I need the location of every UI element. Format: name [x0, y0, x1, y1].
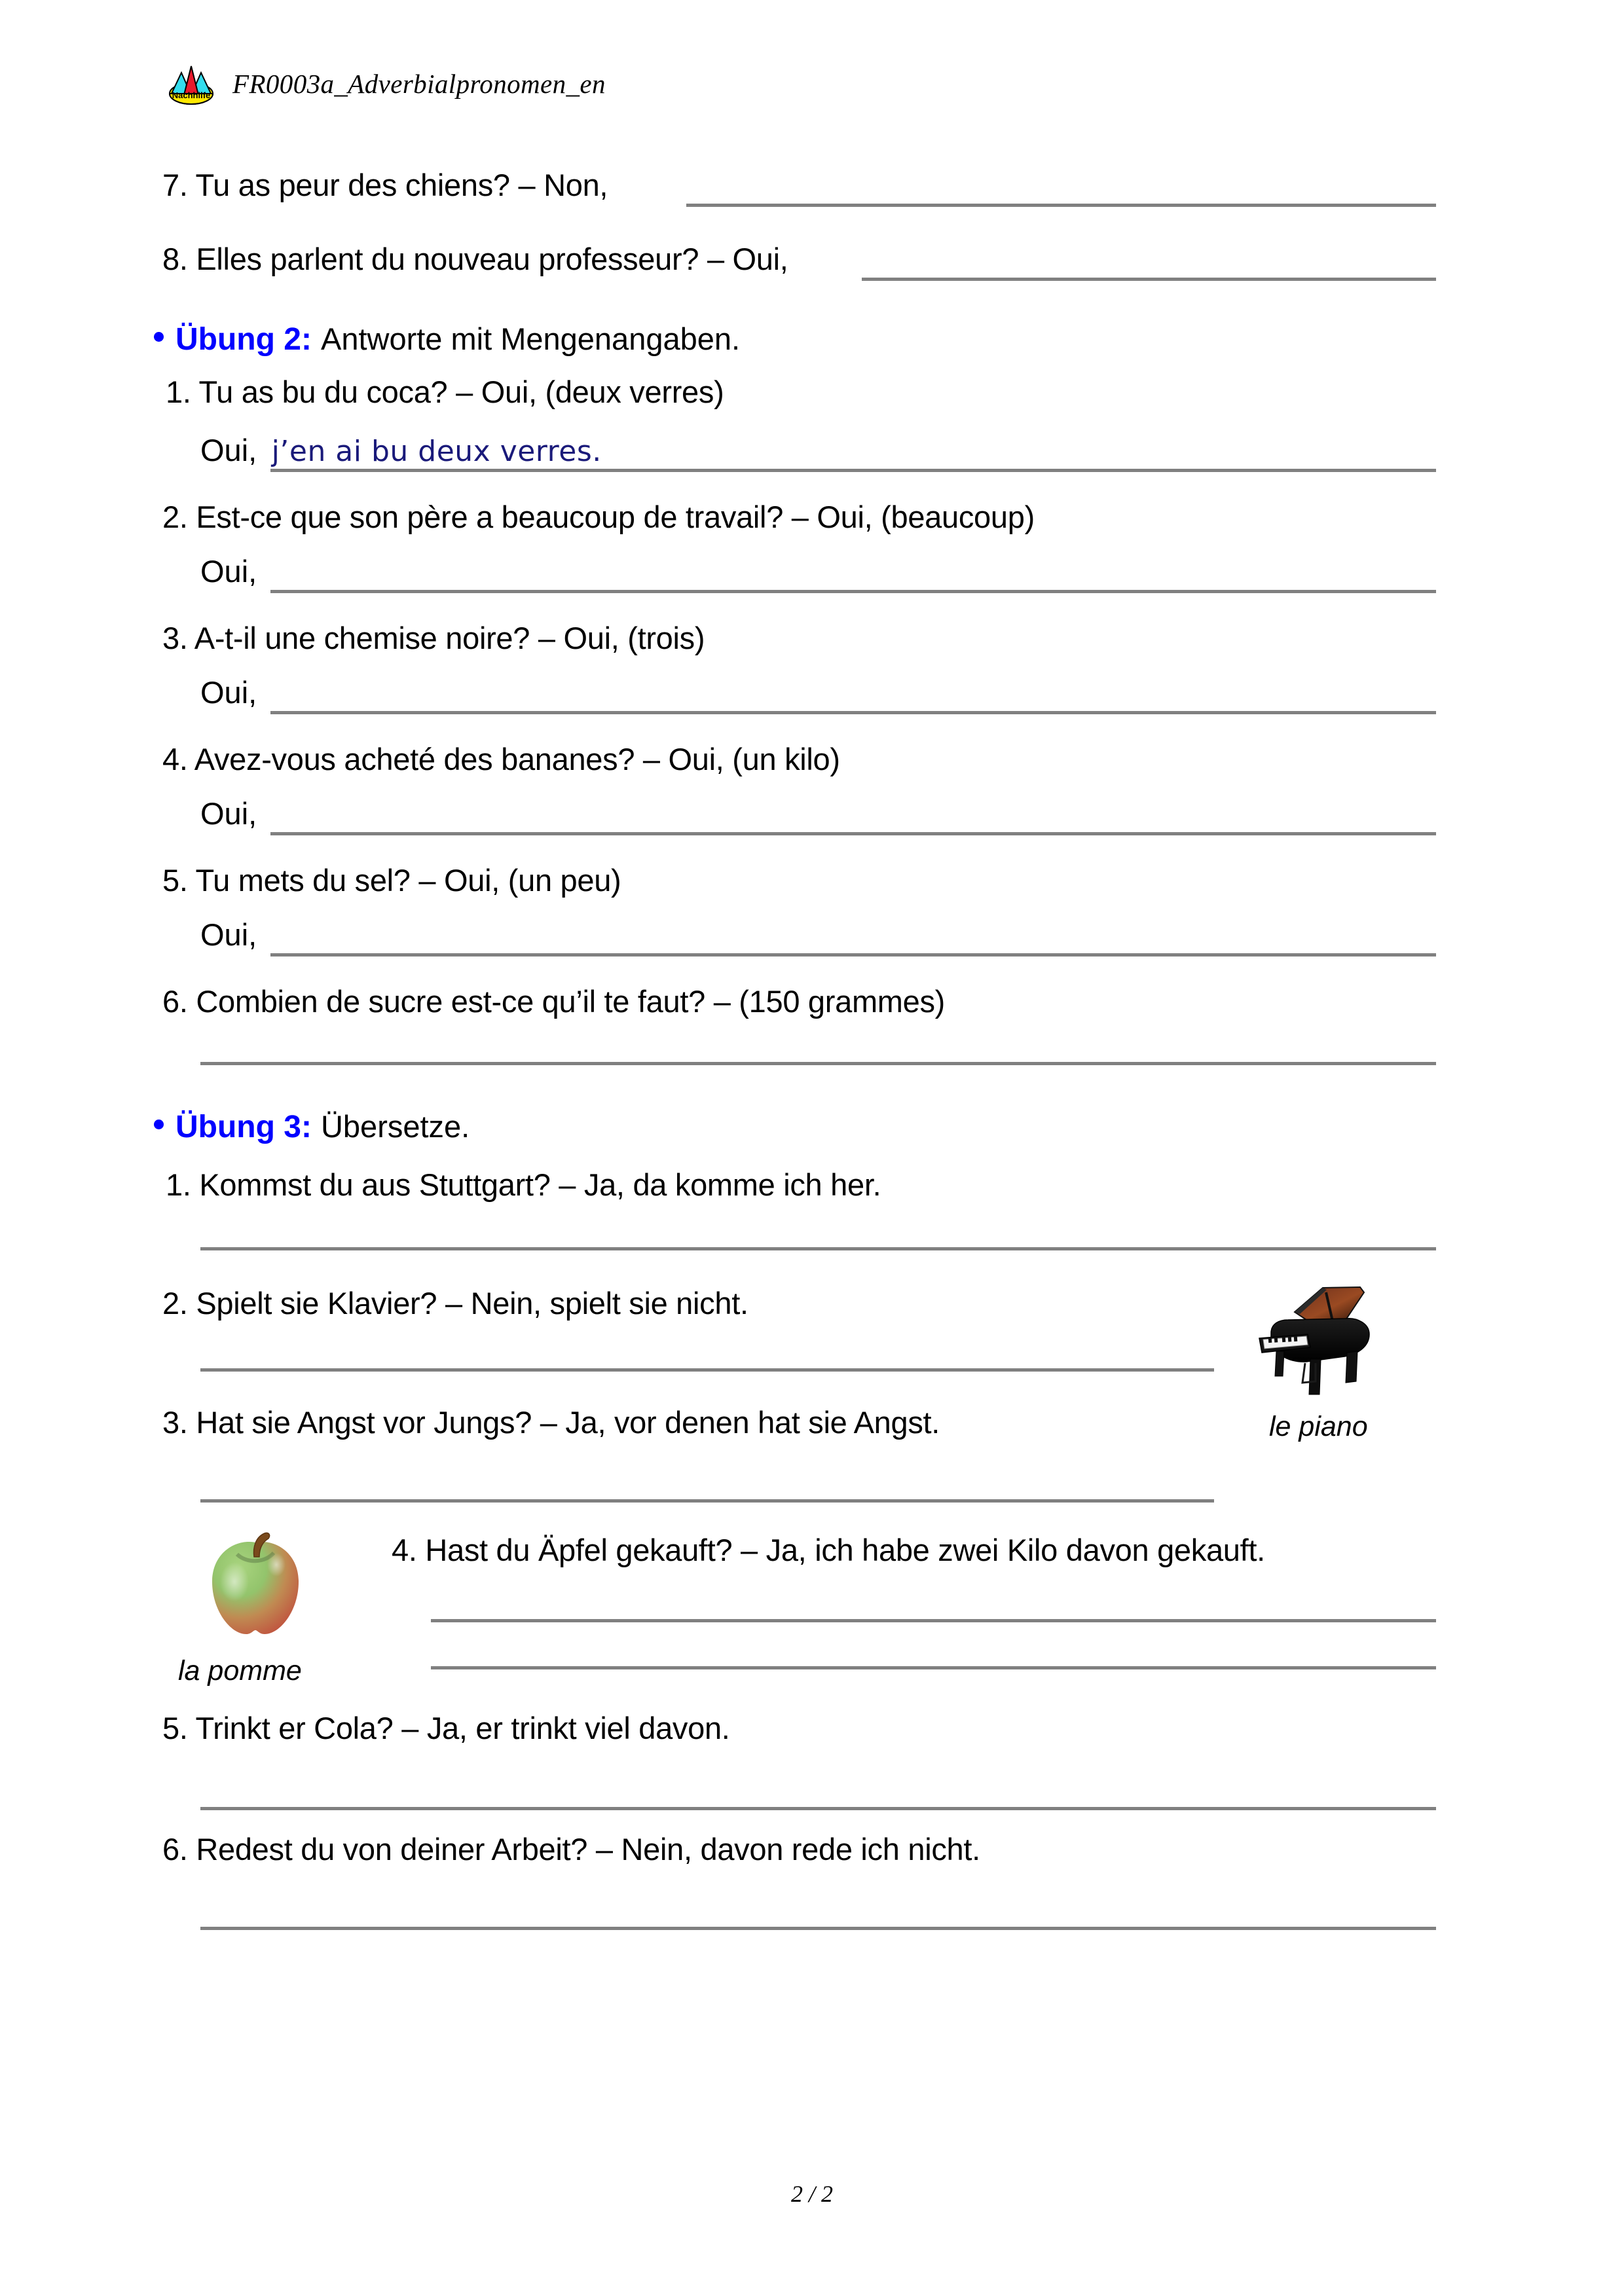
answer-prefix: Oui,	[200, 554, 257, 589]
answer-rule[interactable]	[270, 832, 1436, 835]
answer-rule[interactable]	[200, 1062, 1436, 1065]
question-row	[162, 983, 945, 1019]
exercise-2-heading	[154, 321, 740, 357]
question-text: Redest du von deiner Arbeit? – Nein, davon rede ich nicht.	[196, 1832, 980, 1867]
answer-prefix: Oui,	[200, 917, 257, 952]
question-row	[162, 499, 1035, 535]
question-text: Hat sie Angst vor Jungs? – Ja, vor denen hat sie Angst.	[196, 1405, 940, 1440]
exercise-2-instruction: Antworte mit Mengenangaben.	[320, 321, 741, 356]
answer-rule[interactable]	[270, 469, 1436, 472]
question-row	[166, 374, 724, 410]
question-number: 7.	[162, 168, 196, 202]
question-text: Kommst du aus Stuttgart? – Ja, da komme ich her.	[199, 1167, 881, 1202]
apple-caption: la pomme	[178, 1655, 302, 1686]
answer-rule[interactable]	[862, 278, 1436, 281]
question-row	[162, 1404, 940, 1440]
question-number: 2.	[162, 500, 196, 534]
question-number: 1.	[166, 1167, 200, 1202]
question-text: Tu as peur des chiens? – Non,	[195, 168, 608, 202]
question-text: Trinkt er Cola? – Ja, er trinkt viel davon.	[195, 1711, 730, 1745]
question-number: 5.	[162, 863, 196, 898]
answer-row-filled	[200, 432, 602, 468]
document-title: FR0003a_Adverbialpronomen_en	[232, 69, 606, 99]
answer-rule[interactable]	[200, 1368, 1214, 1372]
answer-prefix-row	[200, 674, 257, 710]
answer-rule[interactable]	[270, 590, 1436, 593]
answer-prefix-row	[200, 795, 257, 831]
question-number: 6.	[162, 1832, 196, 1867]
question-text: Elles parlent du nouveau professeur? – Oui,	[196, 242, 788, 276]
answer-rule[interactable]	[270, 711, 1436, 714]
answer-rule[interactable]	[200, 1807, 1436, 1810]
question-row	[162, 241, 788, 277]
answer-rule[interactable]	[431, 1619, 1436, 1622]
question-number: 8.	[162, 242, 196, 276]
apple-illustration	[196, 1519, 314, 1650]
exercise-3-heading	[154, 1108, 470, 1145]
answer-rule[interactable]	[200, 1927, 1436, 1930]
question-number: 5.	[162, 1711, 196, 1745]
question-text: Est-ce que son père a beaucoup de travail? – Oui, (beaucoup)	[196, 500, 1035, 534]
page-number-footer: 2 / 2	[790, 2181, 833, 2207]
question-number: 2.	[162, 1286, 196, 1321]
question-text: Spielt sie Klavier? – Nein, spielt sie nicht.	[196, 1286, 748, 1321]
question-row	[162, 741, 840, 777]
answer-rule[interactable]	[200, 1499, 1214, 1503]
answer-prefix-row	[200, 553, 257, 589]
exercise-2-label: Übung 2:	[175, 322, 312, 357]
piano-caption: le piano	[1269, 1411, 1368, 1442]
answer-prefix-row	[200, 917, 257, 953]
question-number: 3.	[162, 1405, 196, 1440]
question-text: Combien de sucre est-ce qu’il te faut? – (150 grammes)	[196, 984, 946, 1019]
question-text: A-t-il une chemise noire? – Oui, (trois)	[194, 621, 705, 655]
bullet-icon	[154, 1120, 164, 1129]
question-text: Tu mets du sel? – Oui, (un peu)	[195, 863, 621, 898]
question-row	[162, 1710, 730, 1746]
sample-answer-text: j’en ai bu deux verres.	[271, 435, 602, 468]
nachhilfe-logo-icon	[167, 62, 215, 105]
answer-rule[interactable]	[431, 1666, 1436, 1669]
question-number: 4.	[392, 1533, 426, 1567]
question-text: Hast du Äpfel gekauft? – Ja, ich habe zwei Kilo davon gekauft.	[425, 1533, 1265, 1567]
question-row	[162, 1285, 748, 1321]
question-number: 1.	[166, 374, 199, 409]
question-row	[162, 167, 608, 203]
answer-prefix: Oui,	[200, 796, 257, 831]
bullet-icon	[154, 332, 164, 342]
answer-rule[interactable]	[686, 204, 1436, 207]
question-row	[162, 862, 621, 898]
question-row	[162, 1831, 980, 1867]
document-header	[167, 62, 606, 105]
exercise-3-instruction: Übersetze.	[320, 1109, 470, 1144]
question-row	[166, 1167, 881, 1203]
question-number: 4.	[162, 742, 194, 776]
answer-prefix: Oui,	[200, 433, 257, 467]
answer-rule[interactable]	[270, 953, 1436, 957]
question-number: 3.	[162, 621, 194, 655]
answer-rule[interactable]	[200, 1247, 1436, 1250]
piano-illustration	[1247, 1283, 1411, 1408]
question-text: Avez-vous acheté des bananes? – Oui, (un kilo)	[194, 742, 840, 776]
question-row	[162, 620, 705, 656]
question-number: 6.	[162, 984, 196, 1019]
question-row	[392, 1532, 1265, 1568]
exercise-3-label: Übung 3:	[175, 1110, 312, 1144]
question-text: Tu as bu du coca? – Oui, (deux verres)	[198, 374, 724, 409]
logo-text: Nachhilfe	[172, 90, 211, 100]
answer-prefix: Oui,	[200, 675, 257, 710]
